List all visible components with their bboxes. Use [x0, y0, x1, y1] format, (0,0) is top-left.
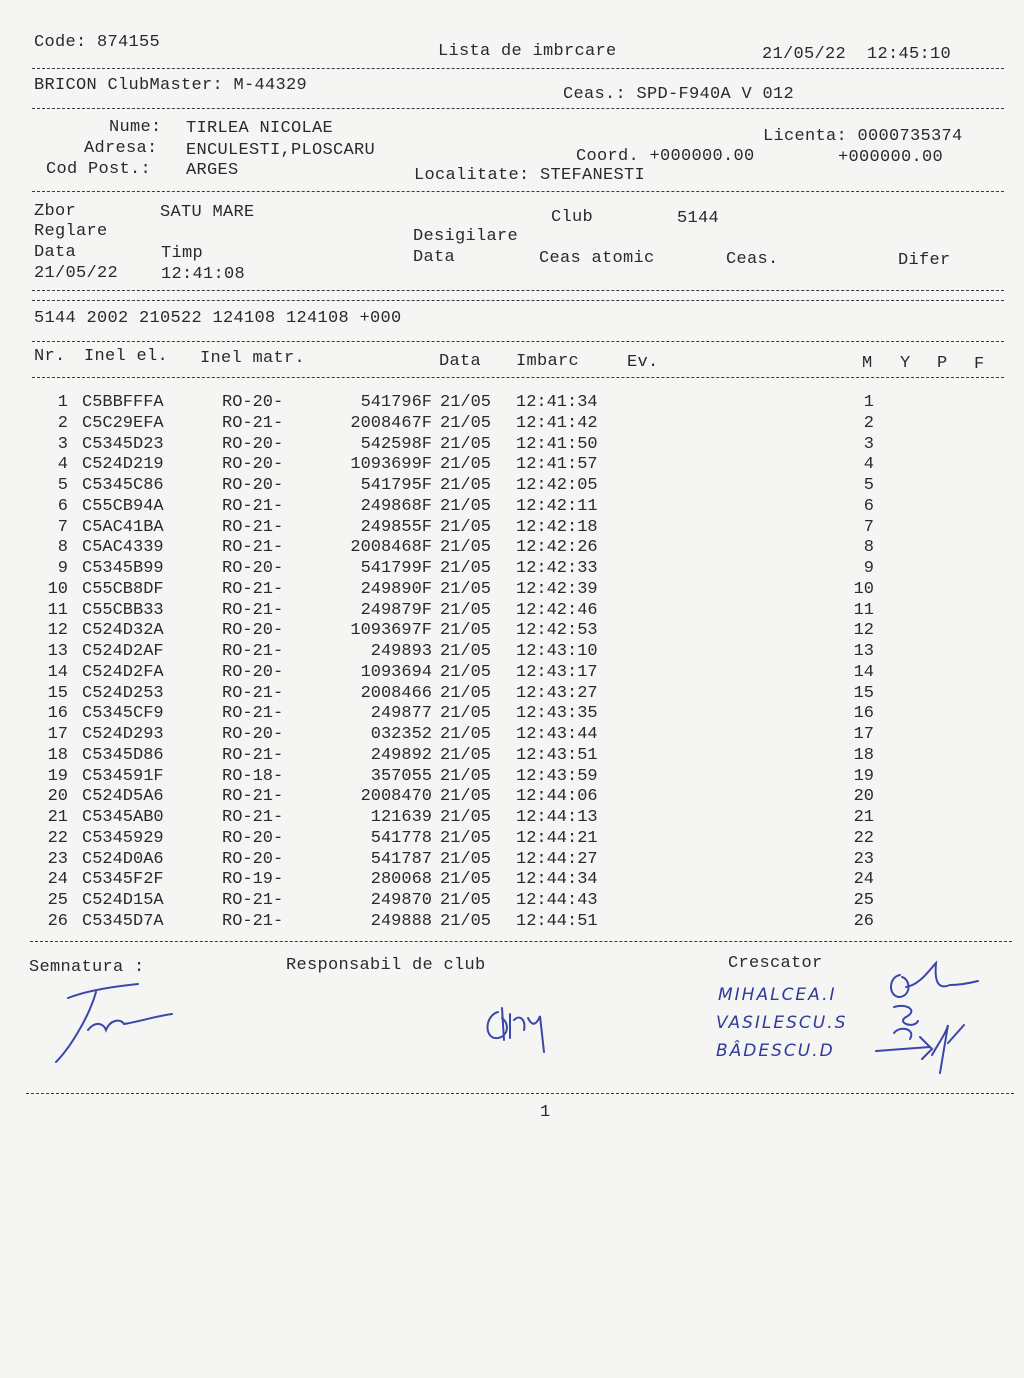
- position: 15: [853, 683, 874, 703]
- electronic-ring: C5345929: [82, 828, 164, 848]
- position: 25: [853, 891, 874, 910]
- row-number: 6: [57, 496, 68, 516]
- print-datetime: 21/05/22 12:45:10: [762, 45, 952, 64]
- owner-postcode: ARGES: [186, 161, 239, 180]
- ring-number: 249877: [370, 704, 432, 724]
- electronic-ring: C524D15A: [82, 891, 164, 910]
- ring-series: RO-20-: [222, 828, 284, 848]
- row-number: 9: [57, 559, 68, 578]
- time-label: Timp: [161, 244, 204, 263]
- arrival-date: 21/05: [440, 725, 492, 744]
- divider: [26, 1093, 1014, 1094]
- arrival-date: 21/05: [440, 849, 492, 869]
- divider: [32, 68, 1004, 69]
- arrival-time: 12:43:27: [516, 683, 598, 703]
- ring-number: 249893: [370, 642, 432, 661]
- table-row: [0, 850, 1024, 871]
- postcode-label: Cod Post.:: [46, 160, 152, 179]
- electronic-ring: C5345CF9: [82, 704, 164, 724]
- position: 3: [863, 434, 874, 454]
- position: 24: [853, 870, 874, 890]
- table-row: [0, 829, 1024, 850]
- table-row: [0, 808, 1024, 829]
- page-number: 1: [540, 1103, 551, 1122]
- arrival-time: 12:44:21: [516, 828, 598, 848]
- ring-series: RO-19-: [222, 870, 284, 890]
- date-label: Data: [34, 243, 77, 262]
- arrival-date: 21/05: [440, 642, 492, 661]
- electronic-ring: C5345D23: [82, 434, 164, 454]
- ring-number: 542598F: [360, 434, 432, 454]
- position: 13: [853, 642, 874, 661]
- table-row: [0, 538, 1024, 559]
- arrival-time: 12:44:06: [516, 787, 598, 807]
- electronic-ring: C5345F2F: [82, 870, 164, 890]
- position: 12: [853, 621, 874, 641]
- position: 4: [863, 455, 874, 475]
- col-date: Data: [439, 352, 482, 371]
- arrival-time: 12:41:50: [516, 434, 598, 454]
- position: 23: [853, 849, 874, 869]
- arrival-date: 21/05: [440, 393, 492, 412]
- table-row: [0, 787, 1024, 808]
- row-number: 10: [47, 579, 68, 599]
- arrival-time: 12:44:13: [516, 808, 598, 827]
- arrival-time: 12:41:42: [516, 413, 598, 433]
- col-electronic-ring: Inel el.: [84, 347, 169, 366]
- divider: [32, 290, 1004, 291]
- electronic-ring: C5345D7A: [82, 911, 164, 931]
- electronic-ring: C5345B99: [82, 559, 164, 578]
- unsealing-date-label: Data: [413, 248, 456, 267]
- position: 21: [853, 808, 874, 827]
- row-number: 24: [47, 870, 68, 890]
- difference-label: Difer: [898, 251, 951, 270]
- arrival-date: 21/05: [440, 517, 492, 537]
- arrival-time: 12:44:51: [516, 911, 598, 931]
- electronic-ring: C55CB8DF: [82, 579, 164, 599]
- electronic-ring: C55CB94A: [82, 496, 164, 516]
- electronic-ring: C534591F: [82, 766, 164, 786]
- divider: [32, 377, 1004, 378]
- arrival-time: 12:43:44: [516, 725, 598, 744]
- arrival-date: 21/05: [440, 538, 492, 558]
- ring-series: RO-21-: [222, 911, 284, 931]
- clock-model: Ceas.: SPD-F940A V 012: [563, 85, 795, 104]
- arrival-time: 12:43:10: [516, 642, 598, 661]
- table-row: [0, 704, 1024, 725]
- ring-series: RO-20-: [222, 476, 284, 495]
- position: 5: [863, 476, 874, 495]
- locality: Localitate: STEFANESTI: [414, 166, 646, 185]
- adjustment-label: Reglare: [34, 222, 108, 241]
- row-number: 17: [47, 725, 68, 744]
- ring-number: 249879F: [360, 600, 432, 620]
- ring-series: RO-21-: [222, 683, 284, 703]
- ring-series: RO-20-: [222, 849, 284, 869]
- ring-series: RO-20-: [222, 621, 284, 641]
- ring-number: 357055: [370, 766, 432, 786]
- table-row: [0, 891, 1024, 912]
- ring-number: 121639: [370, 808, 432, 827]
- electronic-ring: C524D219: [82, 455, 164, 475]
- col-matricol-ring: Inel matr.: [200, 349, 306, 368]
- divider: [32, 300, 1004, 301]
- ring-number: 249870: [370, 891, 432, 910]
- ring-series: RO-21-: [222, 642, 284, 661]
- unsealing-label: Desigilare: [413, 227, 519, 246]
- row-number: 12: [47, 621, 68, 641]
- position: 17: [853, 725, 874, 744]
- table-row: [0, 435, 1024, 456]
- arrival-date: 21/05: [440, 808, 492, 827]
- table-row: [0, 580, 1024, 601]
- ring-number: 249890F: [360, 579, 432, 599]
- row-number: 4: [57, 455, 68, 475]
- table-row: [0, 684, 1024, 705]
- code-label: Code: 874155: [34, 33, 161, 52]
- breeder-label: Crescator: [728, 954, 823, 973]
- col-event: Ev.: [627, 353, 659, 372]
- arrival-time: 12:43:59: [516, 766, 598, 786]
- row-number: 14: [47, 662, 68, 682]
- arrival-date: 21/05: [440, 766, 492, 786]
- ring-series: RO-20-: [222, 662, 284, 682]
- ring-number: 2008468F: [350, 538, 432, 558]
- ring-series: RO-21-: [222, 891, 284, 910]
- ring-number: 249892: [370, 745, 432, 765]
- club-number: 5144: [677, 209, 720, 228]
- ring-number: 541799F: [360, 559, 432, 578]
- divider: [30, 941, 1012, 942]
- name-label: Nume:: [109, 118, 162, 137]
- col-nr: Nr.: [34, 347, 66, 366]
- row-number: 3: [57, 434, 68, 454]
- arrival-time: 12:42:05: [516, 476, 598, 495]
- arrival-time: 12:42:46: [516, 600, 598, 620]
- position: 9: [863, 559, 874, 578]
- ring-number: 249888: [370, 911, 432, 931]
- position: 10: [853, 579, 874, 599]
- position: 11: [853, 600, 874, 620]
- position: 14: [853, 662, 874, 682]
- flight-label: Zbor: [34, 202, 77, 221]
- row-number: 26: [47, 911, 68, 931]
- ring-number: 2008470: [360, 787, 432, 807]
- row-number: 15: [47, 683, 68, 703]
- table-row: [0, 870, 1024, 891]
- release-time: 12:41:08: [161, 265, 246, 284]
- clock-label: Ceas.: [726, 250, 779, 269]
- arrival-time: 12:44:27: [516, 849, 598, 869]
- row-number: 22: [47, 828, 68, 848]
- electronic-ring: C524D253: [82, 683, 164, 703]
- electronic-ring: C5345AB0: [82, 808, 164, 827]
- row-number: 23: [47, 849, 68, 869]
- club-responsible-signature: [480, 1000, 560, 1060]
- table-row: [0, 725, 1024, 746]
- ring-series: RO-21-: [222, 538, 284, 558]
- arrival-date: 21/05: [440, 413, 492, 433]
- row-number: 25: [47, 891, 68, 910]
- table-row: [0, 414, 1024, 435]
- document-title: Lista de imbrcare: [438, 42, 617, 61]
- arrival-date: 21/05: [440, 476, 492, 495]
- row-number: 21: [47, 808, 68, 827]
- ring-series: RO-21-: [222, 496, 284, 516]
- ring-series: RO-20-: [222, 455, 284, 475]
- arrival-date: 21/05: [440, 600, 492, 620]
- table-row: [0, 746, 1024, 767]
- electronic-ring: C5345C86: [82, 476, 164, 495]
- electronic-ring: C5AC41BA: [82, 517, 164, 537]
- row-number: 7: [57, 517, 68, 537]
- electronic-ring: C524D0A6: [82, 849, 164, 869]
- ring-series: RO-21-: [222, 579, 284, 599]
- ring-series: RO-21-: [222, 745, 284, 765]
- arrival-date: 21/05: [440, 870, 492, 890]
- arrival-time: 12:42:26: [516, 538, 598, 558]
- club-responsible-label: Responsabil de club: [286, 956, 486, 975]
- electronic-ring: C5C29EFA: [82, 413, 164, 433]
- position: 18: [853, 745, 874, 765]
- row-number: 20: [47, 787, 68, 807]
- arrival-time: 12:41:57: [516, 455, 598, 475]
- position: 1: [863, 393, 874, 412]
- arrival-date: 21/05: [440, 579, 492, 599]
- breeder-name-2: VASILESCU.S: [716, 1013, 848, 1033]
- table-row: [0, 518, 1024, 539]
- electronic-ring: C524D32A: [82, 621, 164, 641]
- electronic-ring: C524D2AF: [82, 642, 164, 661]
- row-number: 2: [57, 413, 68, 433]
- col-m: M: [862, 354, 873, 373]
- arrival-date: 21/05: [440, 496, 492, 516]
- arrival-date: 21/05: [440, 455, 492, 475]
- electronic-ring: C524D2FA: [82, 662, 164, 682]
- position: 22: [853, 828, 874, 848]
- breeder-name-3: BÂDESCU.D: [716, 1041, 835, 1061]
- ring-series: RO-21-: [222, 704, 284, 724]
- ring-series: RO-21-: [222, 413, 284, 433]
- row-number: 5: [57, 476, 68, 495]
- arrival-date: 21/05: [440, 621, 492, 641]
- divider: [32, 108, 1004, 109]
- release-date: 21/05/22: [34, 264, 119, 283]
- ring-series: RO-18-: [222, 766, 284, 786]
- coordinates-lat: Coord. +000000.00: [576, 147, 755, 166]
- table-row: [0, 601, 1024, 622]
- electronic-ring: C524D5A6: [82, 787, 164, 807]
- ring-series: RO-21-: [222, 517, 284, 537]
- arrival-time: 12:42:18: [516, 517, 598, 537]
- position: 16: [853, 704, 874, 724]
- row-number: 18: [47, 745, 68, 765]
- owner-name: TIRLEA NICOLAE: [186, 119, 334, 138]
- arrival-date: 21/05: [440, 704, 492, 724]
- clubmaster-id: BRICON ClubMaster: M-44329: [34, 76, 308, 95]
- electronic-ring: C55CBB33: [82, 600, 164, 620]
- breeder-name-1: MIHALCEA.I: [718, 985, 837, 1005]
- electronic-ring: C5BBFFFA: [82, 393, 164, 412]
- signature-label: Semnatura :: [29, 958, 145, 977]
- coordinates-lon: +000000.00: [838, 148, 944, 167]
- table-row: [0, 912, 1024, 933]
- club-label: Club: [551, 208, 594, 227]
- col-arrival: Imbarc: [516, 352, 580, 371]
- arrival-date: 21/05: [440, 745, 492, 765]
- table-row: [0, 621, 1024, 642]
- ring-series: RO-20-: [222, 725, 284, 744]
- divider: [32, 341, 1004, 342]
- ring-number: 541796F: [360, 393, 432, 412]
- ring-series: RO-21-: [222, 787, 284, 807]
- table-row: [0, 497, 1024, 518]
- row-number: 8: [57, 538, 68, 558]
- col-p: P: [937, 354, 948, 373]
- address-label: Adresa:: [84, 139, 158, 158]
- arrival-date: 21/05: [440, 683, 492, 703]
- arrival-date: 21/05: [440, 559, 492, 578]
- arrival-time: 12:43:35: [516, 704, 598, 724]
- table-row: [0, 559, 1024, 580]
- ring-number: 249868F: [360, 496, 432, 516]
- arrival-time: 12:44:34: [516, 870, 598, 890]
- row-number: 1: [57, 393, 68, 412]
- arrival-date: 21/05: [440, 787, 492, 807]
- ring-series: RO-20-: [222, 434, 284, 454]
- license-number: Licenta: 0000735374: [763, 127, 963, 146]
- flight-name: SATU MARE: [160, 203, 255, 222]
- position: 2: [863, 413, 874, 433]
- electronic-ring: C524D293: [82, 725, 164, 744]
- ring-number: 1093697F: [350, 621, 432, 641]
- arrival-time: 12:42:53: [516, 621, 598, 641]
- ring-series: RO-21-: [222, 600, 284, 620]
- ring-series: RO-20-: [222, 559, 284, 578]
- breeder-signatures: [860, 955, 990, 1085]
- position: 26: [853, 911, 874, 931]
- clock-code-line: 5144 2002 210522 124108 124108 +000: [34, 309, 402, 328]
- owner-signature: [48, 980, 188, 1070]
- table-row: [0, 663, 1024, 684]
- ring-number: 249855F: [360, 517, 432, 537]
- table-row: [0, 455, 1024, 476]
- ring-series: RO-20-: [222, 393, 284, 412]
- position: 6: [863, 496, 874, 516]
- row-number: 16: [47, 704, 68, 724]
- ring-number: 1093699F: [350, 455, 432, 475]
- owner-address: ENCULESTI,PLOSCARU: [186, 141, 376, 160]
- ring-number: 541778: [370, 828, 432, 848]
- electronic-ring: C5AC4339: [82, 538, 164, 558]
- col-f: F: [974, 355, 985, 374]
- row-number: 11: [47, 600, 68, 620]
- table-row: [0, 476, 1024, 497]
- divider: [32, 191, 1004, 192]
- ring-number: 2008467F: [350, 413, 432, 433]
- position: 8: [863, 538, 874, 558]
- position: 19: [853, 766, 874, 786]
- arrival-time: 12:42:11: [516, 496, 598, 516]
- table-row: [0, 393, 1024, 414]
- arrival-time: 12:41:34: [516, 393, 598, 412]
- ring-number: 032352: [370, 725, 432, 744]
- arrival-date: 21/05: [440, 891, 492, 910]
- arrival-time: 12:43:51: [516, 745, 598, 765]
- position: 20: [853, 787, 874, 807]
- ring-number: 541787: [370, 849, 432, 869]
- ring-number: 541795F: [360, 476, 432, 495]
- arrival-date: 21/05: [440, 911, 492, 931]
- table-row: [0, 767, 1024, 788]
- arrival-time: 12:44:43: [516, 891, 598, 910]
- arrival-time: 12:42:33: [516, 559, 598, 578]
- ring-number: 1093694: [360, 662, 432, 682]
- ring-number: 280068: [370, 870, 432, 890]
- arrival-time: 12:42:39: [516, 579, 598, 599]
- arrival-date: 21/05: [440, 828, 492, 848]
- electronic-ring: C5345D86: [82, 745, 164, 765]
- position: 7: [863, 517, 874, 537]
- table-row: [0, 642, 1024, 663]
- arrival-time: 12:43:17: [516, 662, 598, 682]
- arrival-date: 21/05: [440, 434, 492, 454]
- ring-number: 2008466: [360, 683, 432, 703]
- row-number: 13: [47, 642, 68, 661]
- ring-series: RO-21-: [222, 808, 284, 827]
- row-number: 19: [47, 766, 68, 786]
- atomic-clock-label: Ceas atomic: [539, 249, 655, 268]
- arrival-date: 21/05: [440, 662, 492, 682]
- col-y: Y: [900, 354, 911, 373]
